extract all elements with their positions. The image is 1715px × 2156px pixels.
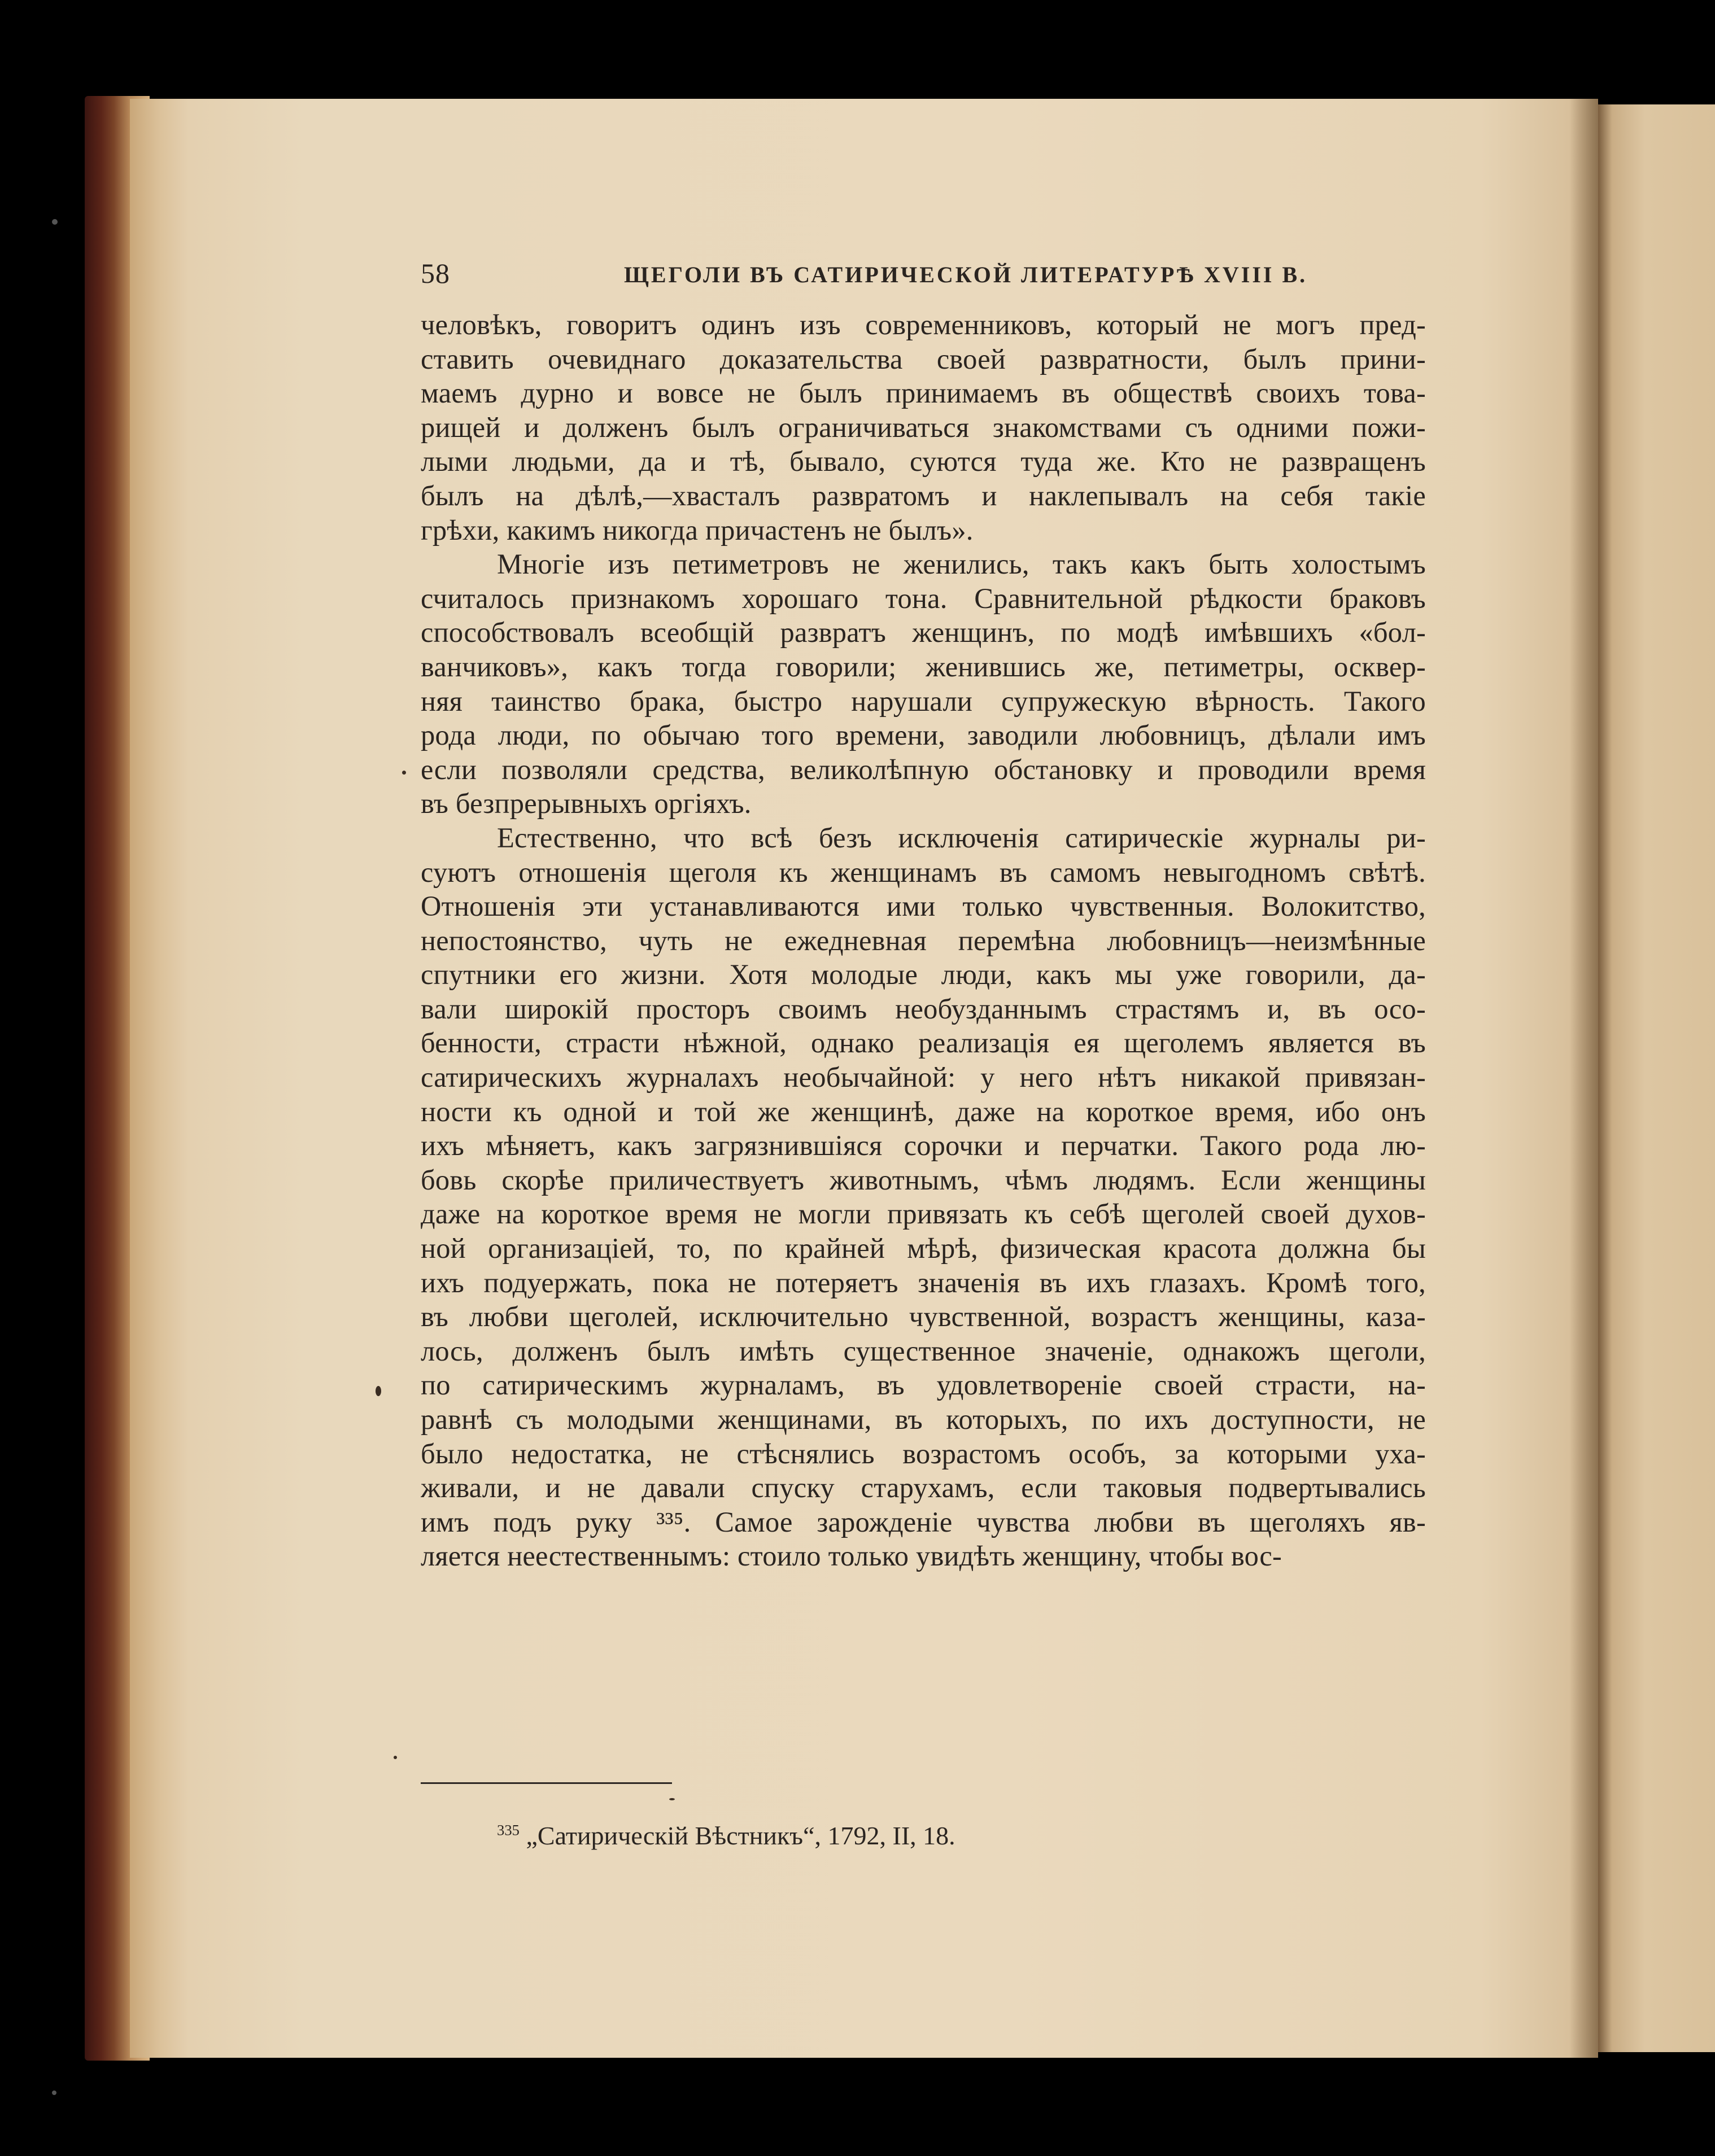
- running-head: [421, 257, 1426, 308]
- text-line: непостоянство, чуть не ежедневная перемѣна любовницъ—неизмѣнные: [421, 924, 1426, 956]
- text-line: человѣкъ, говоритъ одинъ изъ современниковъ, который не могъ пред-: [421, 309, 1426, 340]
- text-line: въ безпрерывныхъ оргіяхъ.: [421, 788, 752, 820]
- text-line: сатирическихъ журналахъ необычайной: у него нѣтъ никакой привязан-: [421, 1061, 1426, 1094]
- text-line: спутники его жизни. Хотя молодые люди, какъ мы уже говорили, да-: [421, 959, 1426, 991]
- page-speck: [52, 2091, 56, 2095]
- text-line: рода люди, по обычаю того времени, заводили любовницъ, дѣлали имъ: [421, 719, 1426, 751]
- page-gutter-shadow: [1570, 99, 1598, 2058]
- text-line: даже на короткое время не могли привязать къ себѣ щеголей своей духов-: [421, 1198, 1426, 1230]
- body-text: [421, 308, 1426, 1573]
- text-line: живали, и не давали спуску старухамъ, если таковыя подвертывались: [421, 1472, 1426, 1504]
- text-line: няя таинство брака, быстро нарушали супружескую вѣрность. Такого: [421, 685, 1426, 717]
- text-line: если позволяли средства, великолѣпную обстановку и проводили время: [421, 753, 1426, 785]
- paragraph: [421, 821, 1426, 1573]
- text-line: имъ подъ руку ³³⁵. Самое зарожденіе чувства любви въ щеголяхъ яв-: [421, 1506, 1426, 1538]
- text-line: ной организаціей, то, по крайней мѣрѣ, физическая красота должна бы: [421, 1232, 1426, 1265]
- footnote-marker: 335: [497, 1821, 520, 1839]
- text-line: бовь скорѣе приличествуетъ животнымъ, чѣмъ людямъ. Если женщины: [421, 1164, 1426, 1196]
- text-line: ляется неестественнымъ: стоило только увидѣть женщину, чтобы вос-: [421, 1540, 1282, 1572]
- page-speck: [402, 771, 406, 775]
- text-line: въ любви щеголей, исключительно чувственной, возрастъ женщины, каза-: [421, 1301, 1426, 1333]
- text-line: лыми людьми, да и тѣ, бывало, суются туда же. Кто не развращенъ: [421, 445, 1426, 478]
- text-line: рищей и долженъ былъ ограничиваться знакомствами съ одними пожи-: [421, 411, 1426, 443]
- page-speck: [669, 1798, 675, 1800]
- text-line: было недостатка, не стѣснялись возрастомъ особъ, за которыми уха-: [421, 1437, 1426, 1470]
- text-line: ности къ одной и той же женщинѣ, даже на короткое время, ибо онъ: [421, 1095, 1426, 1127]
- text-line: ихъ мѣняетъ, какъ загрязнившіяся сорочки и перчатки. Такого рода лю-: [421, 1130, 1426, 1162]
- text-line: ставить очевиднаго доказательства своей развратности, былъ прини-: [421, 343, 1426, 375]
- footnote: [497, 1821, 955, 1851]
- text-line: ихъ подуержать, пока не потеряетъ значенія въ ихъ глазахъ. Кромѣ того,: [421, 1266, 1426, 1298]
- text-line: равнѣ съ молодыми женщинами, въ которыхъ, по ихъ доступности, не: [421, 1403, 1426, 1435]
- text-line: маемъ дурно и вовсе не былъ принимаемъ въ обществѣ своихъ това-: [421, 377, 1426, 409]
- page-speck: [376, 1386, 381, 1396]
- book-page: [421, 257, 1426, 1573]
- text-line: Многіе изъ петиметровъ не женились, такъ какъ быть холостымъ: [497, 548, 1426, 580]
- text-line: лось, долженъ былъ имѣть существенное значеніе, однакожъ щеголи,: [421, 1335, 1426, 1367]
- text-line: считалось признакомъ хорошаго тона. Сравнительной рѣдкости браковъ: [421, 582, 1426, 614]
- next-page-edge: [1598, 104, 1715, 2052]
- footnote-rule: [421, 1782, 672, 1784]
- page-speck: [394, 1756, 397, 1759]
- text-line: суютъ отношенія щеголя къ женщинамъ въ самомъ невыгодномъ свѣтѣ.: [421, 856, 1426, 888]
- text-line: по сатирическимъ журналамъ, въ удовлетвореніе своей страсти, на-: [421, 1369, 1426, 1401]
- page-speck: [52, 219, 58, 225]
- paragraph: [421, 308, 1426, 547]
- text-line: грѣхи, какимъ никогда причастенъ не былъ».: [421, 514, 974, 546]
- footnote-text: „Сатирическій Вѣстникъ“, 1792, II, 18.: [526, 1821, 955, 1850]
- text-line: Отношенія эти устанавливаются ими только чувственныя. Волокитство,: [421, 890, 1426, 922]
- text-line: бенности, страсти нѣжной, однако реализація ея щеголемъ является въ: [421, 1027, 1426, 1059]
- page-number: 58: [421, 257, 450, 289]
- text-line: ванчиковъ», какъ тогда говорили; женившись же, петиметры, осквер-: [421, 650, 1426, 683]
- text-line: Естественно, что всѣ безъ исключенія сатирическіе журналы ри-: [497, 821, 1426, 854]
- paragraph: [421, 547, 1426, 821]
- text-line: вали широкій просторъ своимъ необузданнымъ страстямъ и, въ осо-: [421, 992, 1426, 1025]
- running-head-title: ЩЕГОЛИ ВЪ САТИРИЧЕСКОЙ ЛИТЕРАТУРѢ XVIII В.: [624, 262, 1308, 287]
- text-line: способствовалъ всеобщій развратъ женщинъ, по модѣ имѣвшихъ «бол-: [421, 616, 1426, 649]
- text-line: былъ на дѣлѣ,—хвасталъ развратомъ и наклепывалъ на себя такіе: [421, 479, 1426, 511]
